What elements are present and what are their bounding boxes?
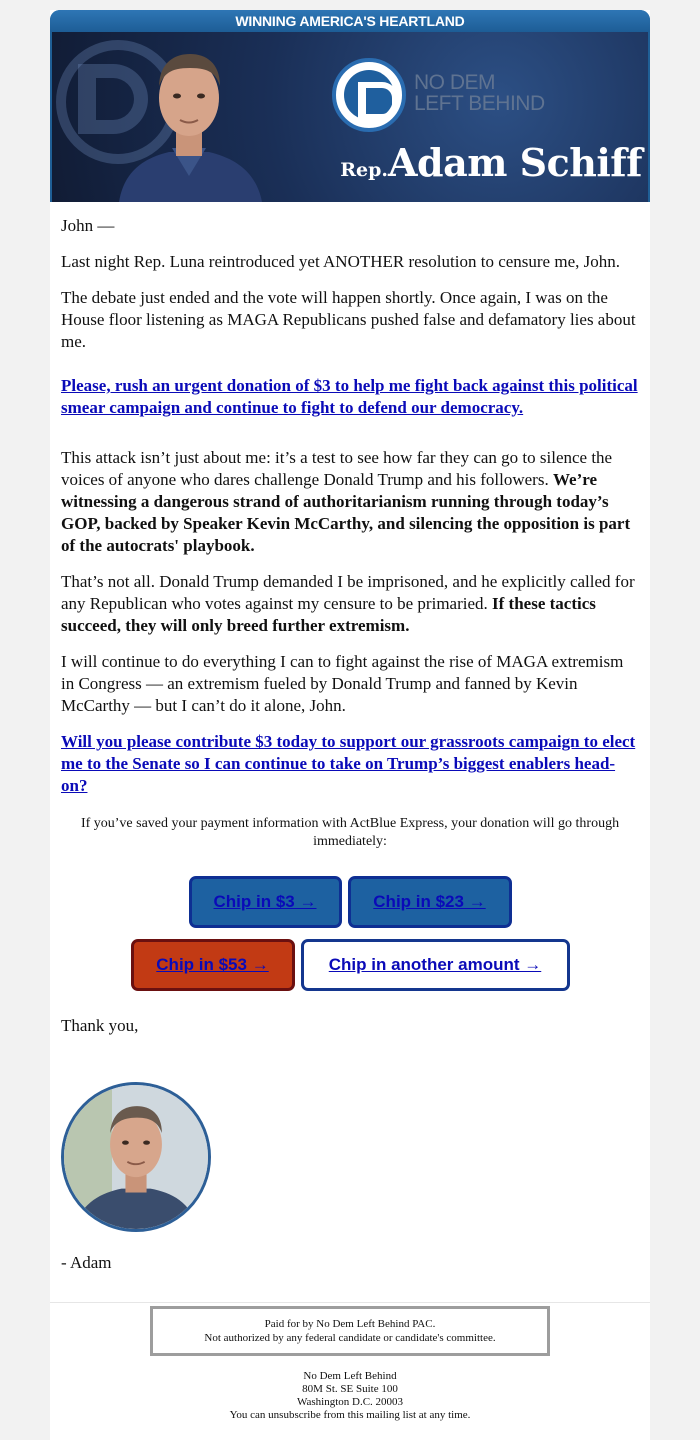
paragraph-2: The debate just ended and the vote will happen shortly. Once again, I was on the House floor listening as MAGA Republicans pushed false and defamatory lies about me. (61, 288, 636, 351)
paragraph-3: This attack isn’t just about me: it’s a test to see how far they can go to silence the voices of anyone who dares challenge Donald Trump and his followers. We’re witnessing a dangerous strand of authoritarianism running through today’s GOP, backed by Speaker Kevin McCarthy, and silencing the opposition is part of the autocrats' playbook. (61, 448, 631, 555)
closing: Thank you, (61, 1016, 139, 1035)
adam-photo (64, 1085, 208, 1229)
footer-address: No Dem Left Behind 80M St. SE Suite 100 Washington D.C. 20003 You can unsubscribe from this mailing list at any time. (50, 1370, 650, 1422)
donate-link-1[interactable]: Please, rush an urgent donation of $3 to help me fight back against this political smear campaign and continue to fight to defend our democracy. (61, 376, 638, 417)
chip-in-23-button[interactable]: Chip in $23 → (348, 876, 512, 928)
header-banner (50, 10, 650, 202)
donate-link-2[interactable]: Will you please contribute $3 today to support our grassroots campaign to elect me to the Senate so I can continue to take on Trump’s biggest enablers head-on? (61, 732, 636, 795)
paragraph-5: I will continue to do everything I can to fight against the rise of MAGA extremism in Congress — an extremism fueled by Donald Trump and fanned by Kevin McCarthy — but I can’t do it alone, John. (61, 652, 624, 715)
candidate-portrait (114, 36, 264, 202)
paid-for-disclaimer: Paid for by No Dem Left Behind PAC. Not authorized by any federal candidate or candidate's committee. (150, 1306, 550, 1356)
no-dem-left-behind-logo-icon (332, 58, 406, 132)
chip-in-53-button[interactable]: Chip in $53 → (131, 939, 295, 991)
email-page (50, 10, 650, 1440)
signature: - Adam (61, 1253, 112, 1272)
email-body (61, 215, 639, 1051)
banner-tagline: WINNING AMERICA'S HEARTLAND (50, 10, 650, 32)
chip-in-other-amount-button[interactable]: Chip in another amount → (301, 939, 570, 991)
unsubscribe-text: You can unsubscribe from this mailing list at any time. (229, 1409, 471, 1421)
avatar (61, 1082, 211, 1232)
footer-divider (50, 1302, 650, 1303)
greeting: John — (61, 216, 115, 235)
paragraph-1: Last night Rep. Luna reintroduced yet ANOTHER resolution to censure me, John. (61, 252, 620, 271)
actblue-note: If you’ve saved your payment information with ActBlue Express, your donation will go through immediately: (80, 816, 620, 849)
candidate-name: Rep.Adam Schiff (340, 140, 642, 185)
paragraph-4: That’s not all. Donald Trump demanded I be imprisoned, and he explicitly called for any Republican who votes against my censure to be primaried. If these tactics succeed, they will only breed further extremism. (61, 572, 635, 635)
brand-name: NO DEM LEFT BEHIND (414, 71, 545, 115)
chip-in-3-button[interactable]: Chip in $3 → (189, 876, 342, 928)
banner-image (52, 32, 648, 202)
